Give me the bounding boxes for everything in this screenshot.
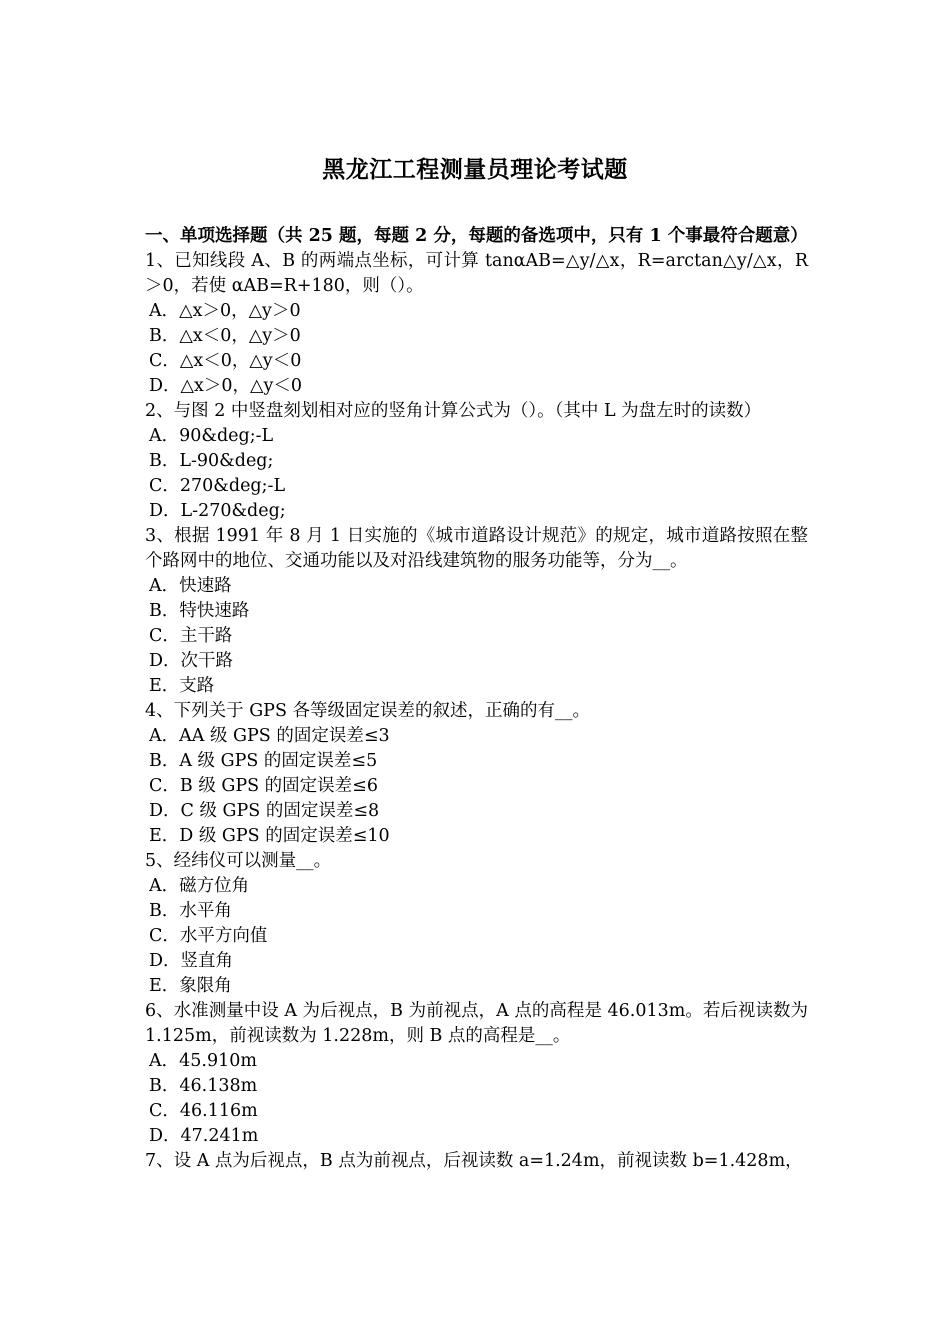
answer-option: E．D 级 GPS 的固定误差≤10 bbox=[149, 826, 390, 846]
question-stem: 1、已知线段 A、B 的两端点坐标，可计算 tanαAB=△y/△x，R=arctan△y/△x，R＞0，若使 αAB=R+180，则（）。 bbox=[145, 251, 808, 296]
answer-option: A．45.910m bbox=[149, 1051, 257, 1071]
question-item bbox=[145, 249, 808, 399]
question-item bbox=[145, 524, 808, 699]
answer-option: D．△x＞0，△y＜0 bbox=[149, 376, 302, 396]
answer-option: C．主干路 bbox=[149, 626, 233, 646]
question-stem: 4、下列关于 GPS 各等级固定误差的叙述，正确的有__。 bbox=[145, 701, 591, 721]
question-item bbox=[145, 999, 808, 1149]
answer-option: C．水平方向值 bbox=[149, 926, 268, 946]
answer-option: A．快速路 bbox=[149, 576, 232, 596]
question-item bbox=[145, 849, 808, 999]
question-stem: 7、设 A 点为后视点，B 点为前视点，后视读数 a=1.24m，前视读数 b=1.428m， bbox=[145, 1151, 803, 1171]
question-item bbox=[145, 399, 808, 524]
answer-option: B．水平角 bbox=[149, 901, 232, 921]
question-stem: 2、与图 2 中竖盘刻划相对应的竖角计算公式为（）。（其中 L 为盘左时的读数） bbox=[145, 401, 762, 421]
answer-option: A．△x＞0，△y＞0 bbox=[149, 301, 301, 321]
question-stem: 6、水准测量中设 A 为后视点，B 为前视点，A 点的高程是 46.013m。若后视读数为 1.125m，前视读数为 1.228m，则 B 点的高程是__。 bbox=[145, 1001, 808, 1046]
question-item bbox=[145, 1149, 808, 1174]
answer-option: C．B 级 GPS 的固定误差≤6 bbox=[149, 776, 378, 796]
answer-option: B．46.138m bbox=[149, 1076, 258, 1096]
answer-option: C．270&deg;-L bbox=[149, 476, 286, 496]
answer-option: E．象限角 bbox=[149, 976, 232, 996]
answer-option: D．C 级 GPS 的固定误差≤8 bbox=[149, 801, 380, 821]
question-list bbox=[145, 249, 808, 1174]
answer-option: A．90&deg;-L bbox=[149, 426, 274, 446]
answer-option: B．L-90&deg; bbox=[149, 451, 274, 471]
question-item bbox=[145, 699, 808, 849]
answer-option: D．竖直角 bbox=[149, 951, 234, 971]
answer-option: B．特快速路 bbox=[149, 601, 250, 621]
answer-option: B．△x＜0，△y＞0 bbox=[149, 326, 301, 346]
answer-option: D．次干路 bbox=[149, 651, 234, 671]
answer-option: D．47.241m bbox=[149, 1126, 259, 1146]
answer-option: D．L-270&deg; bbox=[149, 501, 286, 521]
answer-option: C．46.116m bbox=[149, 1101, 258, 1121]
document-title: 黑龙江工程测量员理论考试题 bbox=[322, 156, 628, 183]
document-body bbox=[145, 224, 808, 1174]
question-stem: 5、经纬仪可以测量__。 bbox=[145, 851, 332, 871]
question-stem: 3、根据 1991 年 8 月 1 日实施的《城市道路设计规范》的规定，城市道路按照在整个路网中的地位、交通功能以及对沿线建筑物的服务功能等，分为__。 bbox=[145, 526, 808, 571]
section-heading: 一、单项选择题（共 25 题，每题 2 分，每题的备选项中，只有 1 个事最符合题意） bbox=[145, 226, 808, 246]
answer-option: C．△x＜0，△y＜0 bbox=[149, 351, 302, 371]
answer-option: E．支路 bbox=[149, 676, 215, 696]
answer-option: A．磁方位角 bbox=[149, 876, 250, 896]
answer-option: B．A 级 GPS 的固定误差≤5 bbox=[149, 751, 378, 771]
answer-option: A．AA 级 GPS 的固定误差≤3 bbox=[149, 726, 390, 746]
